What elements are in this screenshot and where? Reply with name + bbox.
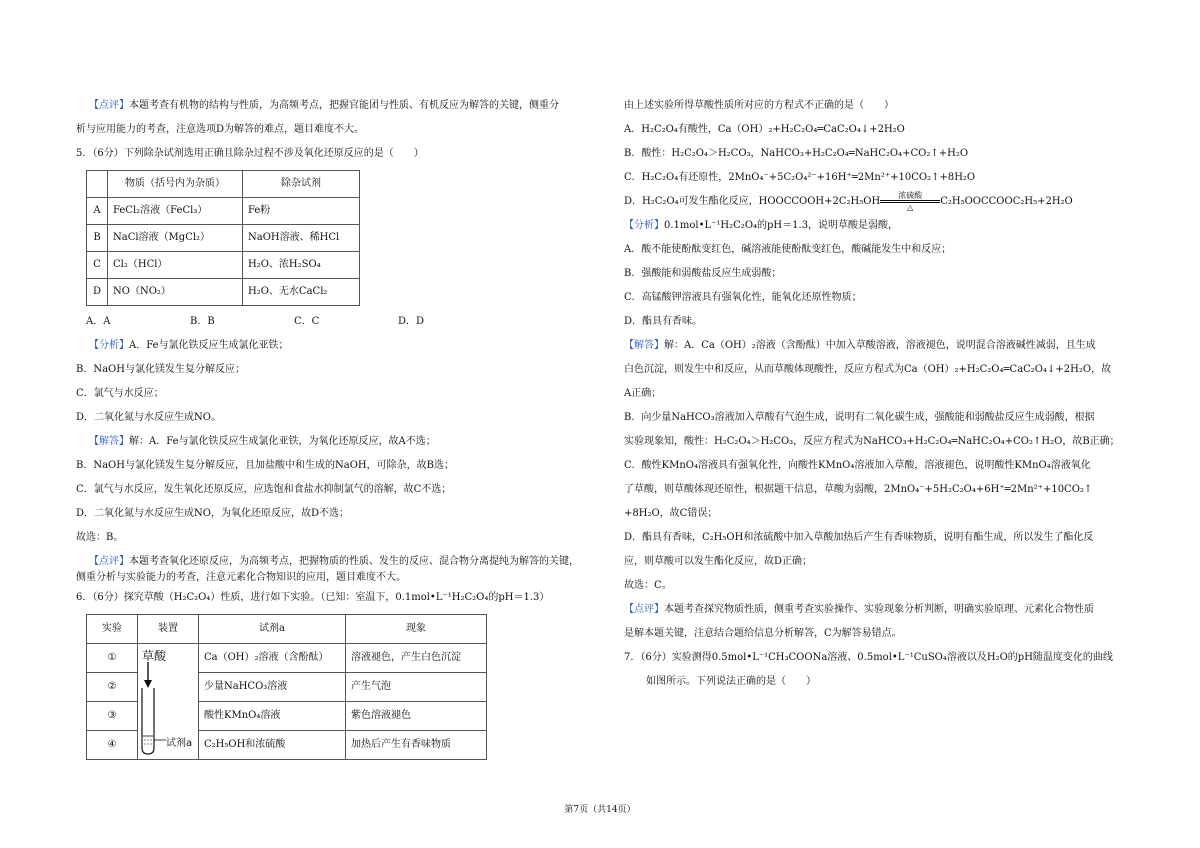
reagent-label: 试剂a (166, 738, 193, 749)
reaction-condition (880, 191, 940, 212)
table-cell: 产生气泡 (346, 673, 487, 702)
option-d: D．D (398, 316, 425, 327)
analysis-line: A．酸不能使酚酞变红色，碱溶液能使酚酞变红色，酸碱能发生中和反应； (624, 244, 952, 255)
question-7-stem: 7．（6分）实验测得0.5mol•L⁻¹CH₃COONa溶液、0.5mol•L⁻¹CuSO₄溶液以及H₂O的pH随温度变化的曲线 (624, 652, 1113, 663)
question-5-stem: 5．（6分）下列除杂试剂选用正确且除杂过程不涉及氧化还原反应的是（ ） (76, 148, 424, 159)
analysis-line: 【分析】0.1mol•L⁻¹H₂C₂O₄的pH＝1.3，说明草酸是弱酸， (624, 220, 899, 231)
option-d (624, 190, 1134, 214)
review-comment: 【点评】本题考查氧化还原反应，为高频考点，把握物质的性质、发生的反应、混合物分离提纯为解答的关键， (89, 556, 579, 567)
answer-choice: 故选：B。 (76, 532, 124, 543)
answer-line: A正确； (624, 388, 662, 399)
option-b: B．B (190, 316, 215, 327)
table-cell: Ca（OH）₂溶液（含酚酞） (199, 644, 346, 673)
table-cell (87, 171, 108, 198)
table-cell: C (87, 252, 108, 279)
answer-line: 了草酸，则草酸体现还原性，根据题干信息，草酸为弱酸，2MnO₄⁻+5H₂C₂O₄+6H⁺═2Mn²⁺+10CO₂↑ (624, 484, 1093, 495)
analysis-line: B．强酸能和弱酸盐反应生成弱酸； (624, 268, 782, 279)
answer-choice: 故选：C。 (624, 580, 672, 591)
right-column (624, 94, 1134, 694)
question-5-options (76, 310, 596, 334)
review-comment-cont: 侧重分析与实验能力的考查，注意元素化合物知识的应用，题目难度不大。 (76, 572, 406, 583)
table-cell: H₂O、浓H₂SO₄ (243, 252, 360, 279)
table-cell: 少量NaHCO₃溶液 (199, 673, 346, 702)
table-cell: 紫色溶液褪色 (346, 702, 487, 731)
table-cell: Fe粉 (243, 198, 360, 225)
answer-line: D．酯具有香味，C₂H₅OH和浓硫酸中加入草酸加热后产生有香味物质，说明有酯生成，所以发生了酯化反 (624, 532, 1094, 543)
review-comment-cont: 析与应用能力的考查，注意选项D为解答的难点，题目难度不大。 (76, 124, 365, 135)
table-cell: NaCl溶液（MgCl₂） (108, 225, 243, 252)
table-row (87, 279, 360, 306)
analysis-line: D．酯具有香味。 (624, 316, 703, 327)
table-cell: H₂O、无水CaCl₂ (243, 279, 360, 306)
table-cell: A (87, 198, 108, 225)
option-c: C．H₂C₂O₄有还原性，2MnO₄⁻+5C₂O₄²⁻+16H⁺═2Mn²⁺+10CO₂↑+8H₂O (624, 172, 976, 183)
answer-line: 实验现象知，酸性：H₂C₂O₄＞H₂CO₃，反应方程式为NaHCO₃+H₂C₂O₄═NaHC₂O₄+CO₂↑H₂O，故B正确； (624, 436, 1120, 447)
table-cell: 装置 (138, 615, 199, 644)
table-cell: 酸性KMnO₄溶液 (199, 702, 346, 731)
analysis-line: D．二氧化氮与水反应生成NO。 (76, 412, 221, 423)
apparatus-label: 草酸 (142, 649, 167, 663)
review-comment-cont: 是解本题关键，注意结合题给信息分析解答，C为解答易错点。 (624, 628, 902, 639)
answer-line: C．酸性KMnO₄溶液具有强氧化性，向酸性KMnO₄溶液加入草酸，溶液褪色，说明酸性KMnO₄溶液氧化 (624, 460, 1091, 471)
table-cell: Cl₂（HCl） (108, 252, 243, 279)
table-header-row (87, 615, 487, 644)
apparatus-cell (138, 644, 199, 760)
left-column (76, 94, 596, 760)
analysis-line: C．氯气与水反应； (76, 388, 164, 399)
condition-catalyst: 浓硫酸 (898, 191, 923, 200)
table-row (87, 644, 487, 673)
review-comment: 【点评】本题考查探究物质性质，侧重考查实验操作、实验现象分析判断，明确实验原理、元素化合物性质 (624, 604, 1094, 615)
answer-line: 应，则草酸可以发生酯化反应，故D正确； (624, 556, 813, 567)
review-comment: 【点评】本题考查有机物的结构与性质，为高频考点，把握官能团与性质、有机反应为解答的关键，侧重分 (89, 100, 559, 111)
question-6-table (86, 614, 487, 760)
table-cell: D (87, 279, 108, 306)
condition-heat: △ (907, 203, 914, 212)
option-d-text: D．H₂C₂O₄可发生酯化反应，HOOCCOOH+2C₂H₅OH (624, 196, 881, 207)
table-row (87, 225, 360, 252)
table-cell: ④ (87, 731, 138, 760)
answer-line: +8H₂O，故C错误； (624, 508, 718, 519)
table-cell: 除杂试剂 (243, 171, 360, 198)
table-cell: 实验 (87, 615, 138, 644)
analysis-line: C．高锰酸钾溶液具有强氧化性，能氧化还原性物质； (624, 292, 862, 303)
option-d-product: C₂H₅OOCCOOC₂H₅+2H₂O (940, 196, 1073, 207)
analysis-line: 【分析】A．Fe与氯化铁反应生成氯化亚铁； (89, 340, 289, 351)
table-cell: 物质（括号内为杂质） (108, 171, 243, 198)
table-cell: 试剂a (199, 615, 346, 644)
answer-line: C．氯气与水反应，发生氧化还原反应，应选饱和食盐水抑制氯气的溶解，故C不选； (76, 484, 452, 495)
answer-line: D．二氧化氮与水反应生成NO，为氧化还原反应，故D不选； (76, 508, 349, 519)
table-cell: NaOH溶液、稀HCl (243, 225, 360, 252)
question-6-prompt: 由上述实验所得草酸性质所对应的方程式不正确的是（ ） (624, 100, 894, 111)
question-6-stem: 6．（6分）探究草酸（H₂C₂O₄）性质，进行如下实验。（已知：室温下，0.1mol•L⁻¹H₂C₂O₄的pH＝1.3） (76, 592, 550, 603)
table-cell: NO（NO₂） (108, 279, 243, 306)
table-cell: C₂H₅OH和浓硫酸 (199, 731, 346, 760)
table-row (87, 252, 360, 279)
table-header-row (87, 171, 360, 198)
page-footer: 第7页（共14页） (564, 805, 636, 815)
option-a: A．A (86, 316, 111, 327)
table-cell: 现象 (346, 615, 487, 644)
answer-line: 【解答】解：A．Fe与氯化铁反应生成氯化亚铁，为氧化还原反应，故A不选； (89, 436, 436, 447)
option-b: B．酸性：H₂C₂O₄＞H₂CO₃，NaHCO₃+H₂C₂O₄═NaHC₂O₄+CO₂↑+H₂O (624, 148, 969, 159)
table-cell: FeCl₂溶液（FeCl₃） (108, 198, 243, 225)
answer-line: 白色沉淀，则发生中和反应，从而草酸体现酸性，反应方程式为Ca（OH）₂+H₂C₂O₄═CaC₂O₄↓+2H₂O，故 (624, 364, 1112, 375)
table-cell: 加热后产生有香味物质 (346, 731, 487, 760)
test-tube-apparatus (138, 644, 194, 756)
question-5-table (86, 170, 360, 306)
table-cell: ③ (87, 702, 138, 731)
table-cell: B (87, 225, 108, 252)
table-cell: 溶液褪色，产生白色沉淀 (346, 644, 487, 673)
table-cell: ② (87, 673, 138, 702)
answer-line: 【解答】解：A．Ca（OH）₂溶液（含酚酞）中加入草酸溶液，溶液褪色，说明混合溶液碱性减弱，且生成 (624, 340, 1096, 351)
table-row (87, 198, 360, 225)
answer-line: B．向少量NaHCO₃溶液加入草酸有气泡生成，说明有二氧化碳生成，强酸能和弱酸盐反应生成弱酸，根据 (624, 412, 1095, 423)
option-c: C．C (294, 316, 320, 327)
question-7-stem-cont: 如图所示。下列说法正确的是（ ） (646, 676, 816, 687)
analysis-line: B．NaOH与氯化镁发生复分解反应； (76, 364, 245, 375)
answer-line: B．NaOH与氯化镁发生复分解反应，且加盐酸中和生成的NaOH，可除杂，故B选； (76, 460, 454, 471)
option-a: A．H₂C₂O₄有酸性，Ca（OH）₂+H₂C₂O₄═CaC₂O₄↓+2H₂O (624, 124, 905, 135)
table-cell: ① (87, 644, 138, 673)
